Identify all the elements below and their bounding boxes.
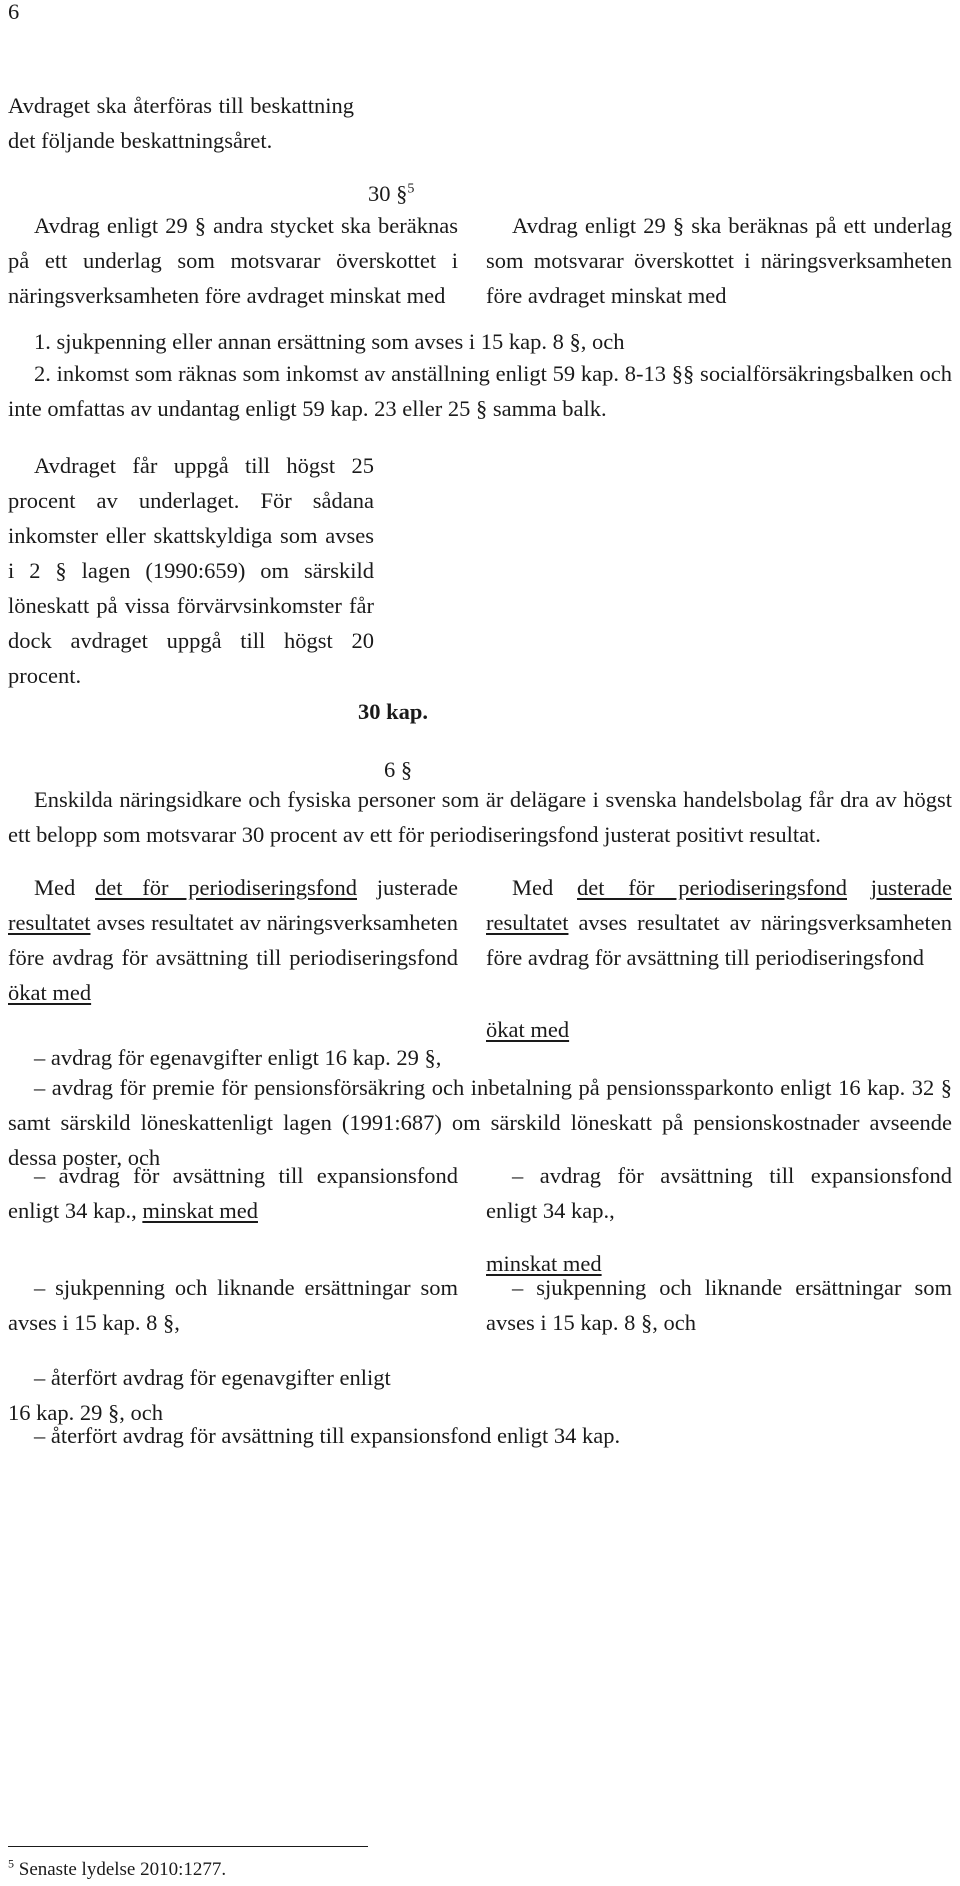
section-number: 30 § xyxy=(368,181,408,206)
text: Med xyxy=(34,875,96,900)
s30-item-1: 1. sjukpenning eller annan ersättning som avses i 15 kap. 8 §, och xyxy=(34,329,625,354)
inserted-text: justerade resultatet xyxy=(486,875,952,935)
section-heading-6: 6 § xyxy=(384,757,413,782)
chapter-heading: 30 kap. xyxy=(358,699,429,724)
intro-paragraph: Avdraget ska återföras till beskattning det följande beskattningsåret. xyxy=(8,93,354,153)
s6-left-sjukpenning: – sjukpenning och liknande ersättningar som avses i 15 kap. 8 §, xyxy=(8,1275,458,1335)
s30-right-column: Avdrag enligt 29 § ska beräknas på ett underlag som motsvarar överskottet i näringsverksamheten före avdraget minskat med xyxy=(486,213,952,308)
s6-right-definition xyxy=(486,870,952,975)
footnote-text: Senaste lydelse 2010:1277. xyxy=(18,1859,227,1880)
s6-dash-egenavgifter: – avdrag för egenavgifter enligt 16 kap. 29 §, xyxy=(34,1045,442,1070)
s6-dash-pension: – avdrag för premie för pensionsförsäkring och inbetalning på pensionssparkonto enligt 16 kap. 32 § samt särskild löneskattenligt lagen (1991:687) om särskild löneskatt på pensionskostnader avseende dessa poster, och xyxy=(8,1075,952,1170)
text: avses resultatet av näringsverksamheten före avdrag för avsättning till periodiseringsfond xyxy=(486,910,952,970)
text: Med xyxy=(512,875,578,900)
inserted-text: resultatet xyxy=(8,910,91,935)
inserted-text: det för periodiseringsfond xyxy=(577,875,847,900)
s6-right-minskat-med: minskat med xyxy=(486,1251,602,1276)
s30-item-2: 2. inkomst som räknas som inkomst av anställning enligt 59 kap. 8-13 §§ socialförsäkringsbalken och inte omfattas av undantag enligt 59 kap. 23 eller 25 § samma balk. xyxy=(8,361,952,421)
footnote xyxy=(8,1856,226,1884)
inserted-text: minskat med xyxy=(142,1198,258,1223)
page-number: 6 xyxy=(8,0,20,24)
footnote-rule xyxy=(8,1846,368,1847)
s6-left-aterfort-egenavgifter: – återfört avdrag för egenavgifter enligt 16 kap. 29 §, och xyxy=(8,1365,391,1425)
text: justerade xyxy=(376,875,458,900)
inserted-text: det för periodiseringsfond xyxy=(95,875,357,900)
s6-right-sjukpenning: – sjukpenning och liknande ersättningar som avses i 15 kap. 8 §, och xyxy=(486,1275,952,1335)
footnote-number: 5 xyxy=(8,1856,14,1871)
text: – avdrag för avsättning till expansionsfond enligt 34 kap., xyxy=(8,1163,458,1223)
s6-left-expansionsfond xyxy=(8,1158,458,1228)
s6-right-okat-med: ökat med xyxy=(486,1017,570,1042)
s6-left-definition xyxy=(8,870,458,1010)
s6-right-expansionsfond: – avdrag för avsättning till expansionsfond enligt 34 kap., xyxy=(486,1163,952,1223)
inserted-text: ökat med xyxy=(8,980,92,1005)
s6-intro: Enskilda näringsidkare och fysiska personer som är delägare i svenska handelsbolag får dra av högst ett belopp som motsvarar 30 procent av ett för periodiseringsfond justerat positivt resultat. xyxy=(8,787,952,847)
s6-aterfort-expansionsfond: – återfört avdrag för avsättning till expansionsfond enligt 34 kap. xyxy=(34,1423,621,1448)
footnote-ref: 5 xyxy=(407,181,415,197)
s30-limit-paragraph: Avdraget får uppgå till högst 25 procent av underlaget. För sådana inkomster eller skattskyldiga som avses i 2 § lagen (1990:659) om särskild löneskatt på vissa förvärvsinkomster får dock avdraget uppgå till högst 20 procent. xyxy=(8,453,374,688)
s30-left-column: Avdrag enligt 29 § andra stycket ska beräknas på ett underlag som motsvarar överskottet i näringsverksamheten före avdraget minskat med xyxy=(8,213,458,308)
text: avses resultatet av näringsverksamheten före avdrag för avsättning till periodiseringsfond xyxy=(8,910,458,970)
section-heading-30 xyxy=(368,176,488,211)
